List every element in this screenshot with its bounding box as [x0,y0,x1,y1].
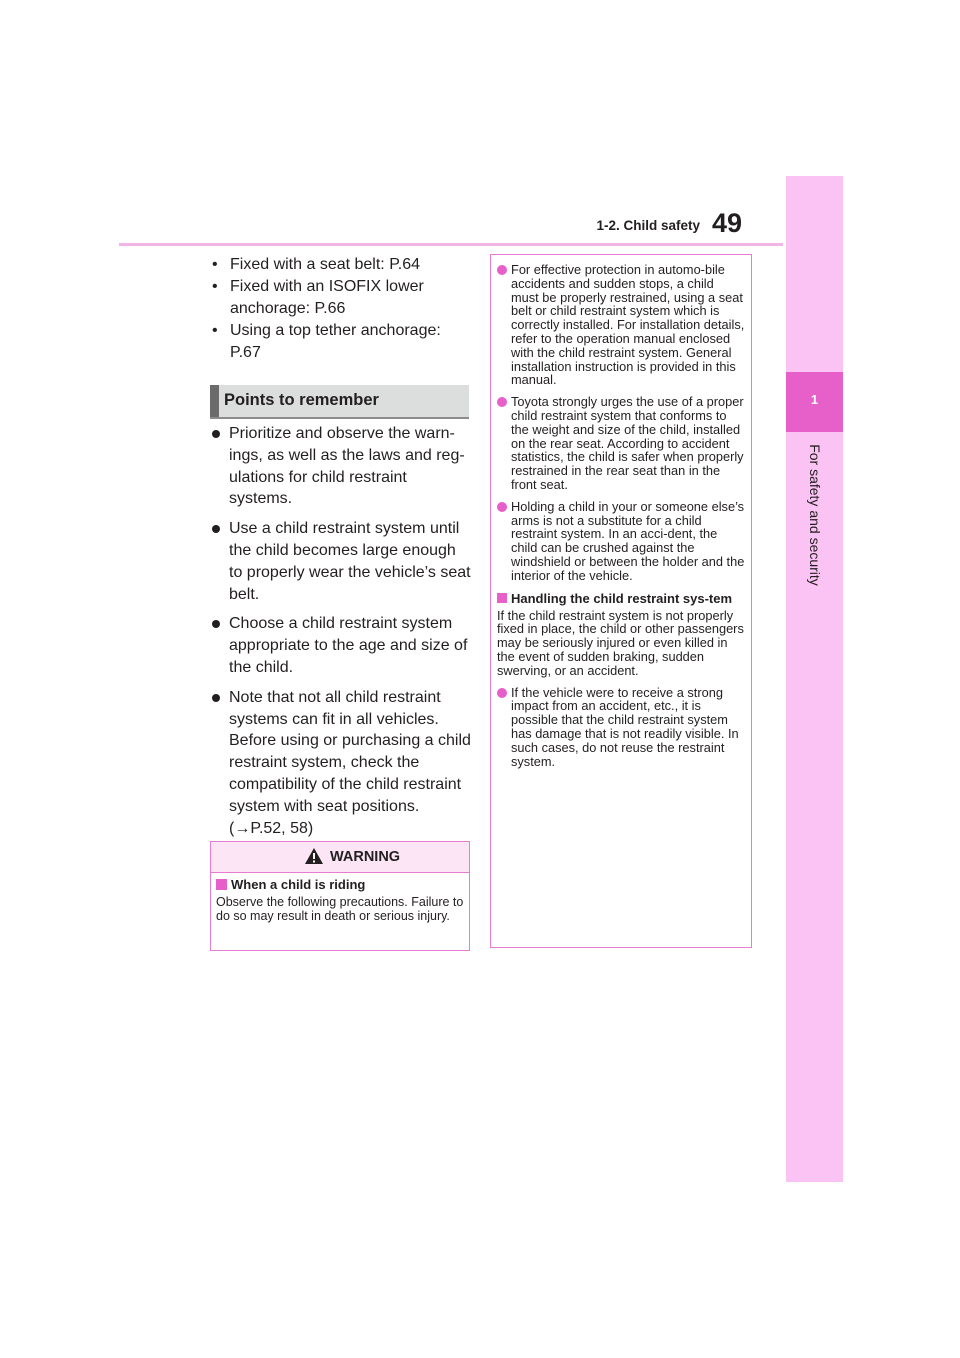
circle-bullet [497,688,507,698]
list-item-text: Fixed with an ISOFIX lower anchorage: P.66 [230,278,424,317]
list-item [210,423,472,510]
list-item-text: For effective protection in automo-bile accidents and sudden stops, a child must be properly restrained, using a seat belt or child restraint system which is correctly installed. For installation details, refer to the operation manual enclosed with the child restraint system. General installation instruction is provided in this manual. [511,262,745,388]
bullet-dot [212,430,220,438]
bullet-dot [212,694,220,702]
dash-bullet: • [212,278,218,295]
bullet-dot [212,525,220,533]
warning-box [210,841,470,951]
list-item [210,276,472,320]
points-list [210,423,472,847]
list-item [210,518,472,605]
list-item [497,263,745,387]
circle-bullet [497,397,507,407]
chapter-label: For safety and security [807,444,823,586]
warning-header [211,842,469,873]
list-item-text: Using a top tether anchorage: P.67 [230,322,441,361]
warning-subheading-text: When a child is riding [231,877,366,892]
heading-text: Points to remember [224,391,379,409]
list-item-text: Choose a child restraint system appropriate to the age and size of the child. [229,615,468,676]
list-item [210,613,472,678]
section-heading [210,385,469,419]
warning-text: Observe the following precautions. Failure to do so may result in death or serious injury. [216,895,464,923]
precautions-subheading [497,591,745,606]
left-column [210,254,472,364]
list-item [497,500,745,583]
list-item-text: Use a child restraint system until the child becomes large enough to properly wear the vehicle’s seat belt. [229,520,471,603]
circle-bullet [497,265,507,275]
list-item [210,687,472,840]
list-item [497,686,745,769]
list-item-text: Note that not all child restraint systems can fit in all vehicles. Before using or purchasing a child restraint system, check the compatibility of the child restraint system with seat positions. (→P.52, 58) [229,688,471,837]
warning-triangle-icon [304,847,324,865]
heading-accent-bar [210,385,219,417]
section-title: 1-2. Child safety [596,218,700,233]
list-item-text: Prioritize and observe the warn-ings, as well as the laws and reg-ulations for child restraint systems. [229,425,465,508]
list-item [210,254,472,276]
dash-bullet: • [212,322,218,339]
mounting-method-list [210,254,472,364]
list-item-text: Holding a child in your or someone else’s arms is not a substitute for a child restraint system. In an acci-dent, the child can be crushed against the windshield or between the holder and the interior of the vehicle. [511,498,745,583]
warning-title: WARNING [330,849,401,865]
chapter-number: 1 [810,392,819,407]
square-bullet [216,879,227,890]
dash-bullet: • [212,256,218,273]
chapter-tab-band [786,176,843,1182]
page-number: 49 [712,208,743,238]
precautions-paragraph: If the child restraint system is not properly fixed in place, the child or other passengers may be seriously injured or even killed in the event of sudden braking, sudden swerving, or an accident. [497,607,744,678]
circle-bullet [497,502,507,512]
list-item-text: If the vehicle were to receive a strong impact from an accident, etc., it is possible that the child restraint system has damage that is not readily visible. In such cases, do not reuse the restraint system. [511,684,739,769]
warning-subheading [216,876,464,893]
list-item [210,320,472,364]
bullet-dot [212,620,220,628]
list-item-text: Fixed with a seat belt: P.64 [230,256,421,273]
precautions-content [497,263,745,776]
list-item [497,395,745,492]
list-item-text: Toyota strongly urges the use of a proper child restraint system that conforms to the weight and size of the child, installed on the rear seat. According to accident statistics, the child is safer when properly restrained in the rear seat than in the front seat. [511,394,744,492]
warning-body [211,873,469,923]
header-rule [119,243,783,246]
subheading-text: Handling the child restraint sys-tem [511,590,733,606]
precautions-box [490,254,752,948]
square-bullet [497,593,507,603]
